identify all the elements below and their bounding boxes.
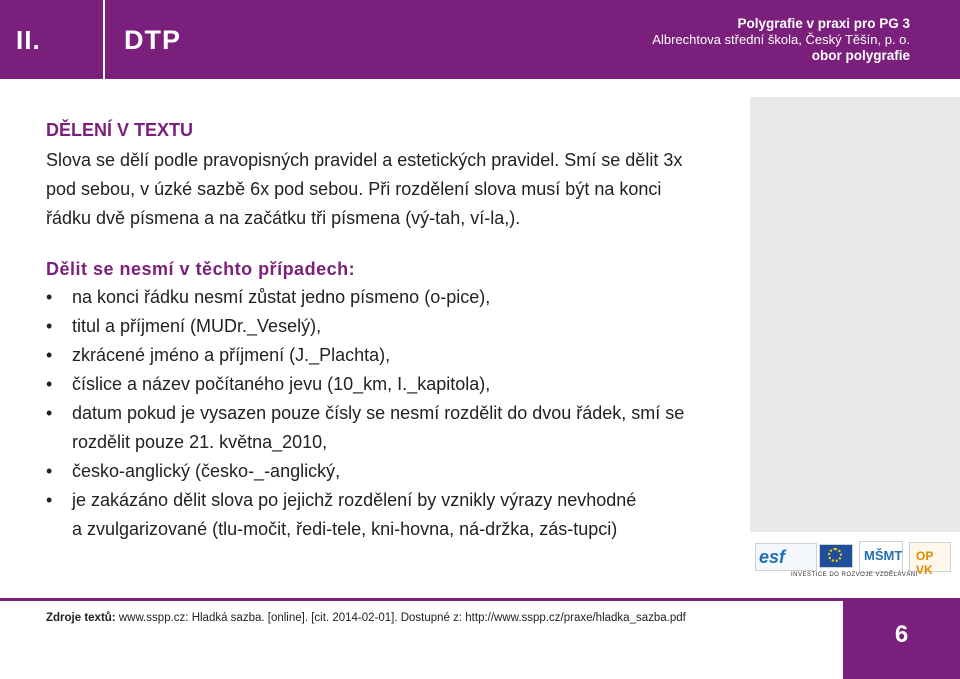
slide-title: DTP: [124, 25, 181, 55]
list-item-continuation: rozdělit pouze 21. května_2010,: [72, 432, 328, 452]
section-heading: DĚLENÍ V TEXTU: [46, 120, 194, 140]
header-divider: [103, 0, 105, 79]
chapter-number: II.: [16, 25, 41, 55]
source-text: www.sspp.cz: Hladká sazba. [online]. [cit. 2014-02-01]. Dostupné z: http://www.sspp.cz/praxe/hladka_sazba.pdf: [115, 612, 686, 624]
rules-heading: Dělit se nesmí v těchto případech:: [46, 259, 356, 279]
list-item: • číslice a název počítaného jevu (10_km, I._kapitola),: [46, 370, 746, 399]
intro-line-2: pod sebou, v úzké sazbě 6x pod sebou. Při rozdělení slova musí být na konci: [46, 179, 662, 199]
page-number-box: [843, 601, 960, 679]
bullet-icon: •: [46, 316, 53, 336]
rules-list-continued: [46, 457, 746, 515]
eu-stars-icon: [828, 548, 842, 562]
main-content: [46, 120, 746, 544]
list-item: • datum pokud je vysazen pouze čísly se nesmí rozdělit do dvou řádek, smí se: [46, 399, 746, 428]
field-name: obor polygrafie: [811, 48, 910, 63]
intro-line-1: Slova se dělí podle pravopisných pravidel a estetických pravidel. Smí se dělit 3x: [46, 150, 683, 170]
rules-list: [46, 283, 746, 428]
source-citation: [46, 612, 686, 624]
list-item-continuation: a zvulgarizované (tlu-močit, ředi-tele, kni-hovna, ná-držka, zás-tupci): [72, 519, 618, 539]
intro-paragraph: [46, 146, 746, 233]
bullet-icon: •: [46, 287, 53, 307]
course-info: [652, 16, 910, 64]
esf-logo: esf: [755, 543, 817, 571]
bullet-icon: •: [46, 345, 53, 365]
course-name: Polygrafie v praxi pro PG 3: [737, 16, 910, 31]
header-bar: [0, 0, 960, 79]
bullet-icon: •: [46, 461, 53, 481]
msmt-logo: MŠMT: [859, 541, 903, 573]
investment-slogan: INVESTICE DO ROZVOJE VZDĚLÁVÁNÍ: [791, 572, 918, 578]
op-vk-logo: OP VK: [909, 542, 951, 572]
intro-line-3: řádku dvě písmena a na začátku tři písmena (vý-tah, ví-la,).: [46, 208, 521, 228]
eu-flag-icon: [819, 544, 853, 568]
footer-divider: [0, 598, 960, 601]
list-item: • česko-anglický (česko-_-anglický,: [46, 457, 746, 486]
school-name: Albrechtova střední škola, Český Těšín, p. o.: [652, 32, 910, 47]
list-item: • je zakázáno dělit slova po jejichž rozdělení by vznikly výrazy nevhodné: [46, 486, 746, 515]
page-number: 6: [894, 621, 909, 648]
list-item: • titul a příjmení (MUDr._Veselý),: [46, 312, 746, 341]
bullet-icon: •: [46, 490, 53, 510]
bullet-icon: •: [46, 403, 53, 423]
right-side-panel: [750, 97, 960, 532]
bullet-icon: •: [46, 374, 53, 394]
source-label: Zdroje textů:: [46, 612, 116, 624]
list-item: • zkrácené jméno a příjmení (J._Plachta),: [46, 341, 746, 370]
eu-logos-strip: [751, 538, 956, 586]
list-item: • na konci řádku nesmí zůstat jedno písmeno (o-pice),: [46, 283, 746, 312]
